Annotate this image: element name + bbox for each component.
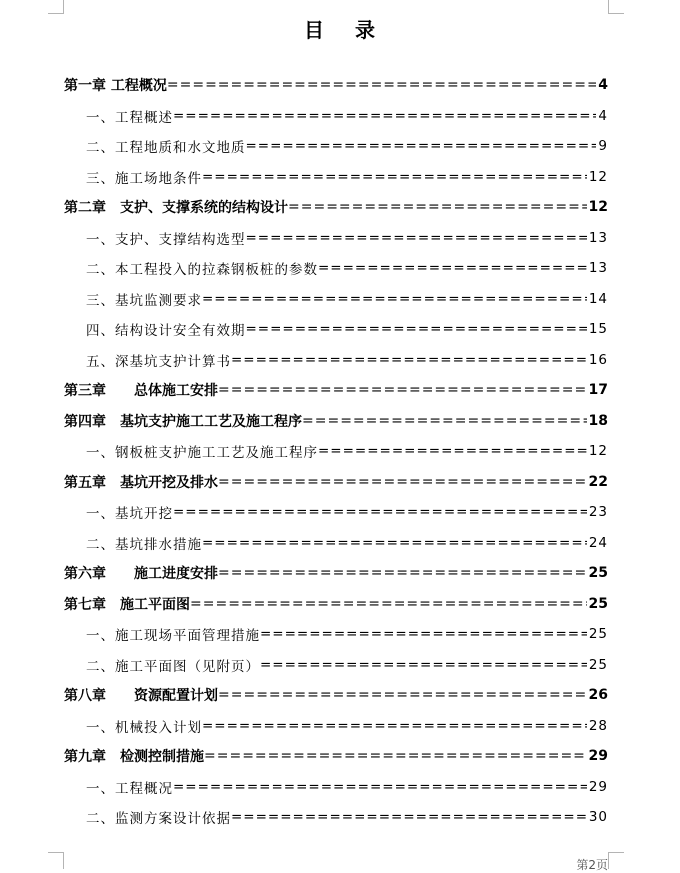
toc-section-entry[interactable] xyxy=(64,528,608,559)
toc-leader xyxy=(204,748,587,764)
toc-leader xyxy=(218,474,587,490)
toc-list xyxy=(64,70,608,833)
toc-leader xyxy=(318,443,587,459)
toc-entry-label: 二、施工平面图（见附页） xyxy=(86,658,260,675)
toc-leader xyxy=(318,260,587,276)
toc-section-entry[interactable] xyxy=(64,802,608,833)
toc-entry-label: 第四章 基坑支护施工工艺及施工程序 xyxy=(64,413,302,430)
toc-leader xyxy=(288,199,587,215)
toc-page-number: 4 xyxy=(598,107,608,124)
toc-chapter-entry[interactable] xyxy=(64,406,608,437)
toc-leader xyxy=(218,565,587,581)
toc-section-entry[interactable] xyxy=(64,650,608,681)
toc-page-number: 25 xyxy=(588,656,608,673)
toc-leader xyxy=(167,77,596,93)
toc-leader xyxy=(246,230,587,246)
toc-page-number: 16 xyxy=(588,351,608,368)
toc-page-number: 12 xyxy=(588,168,608,185)
toc-page-number: 17 xyxy=(588,382,608,399)
crop-mark-top-right-vertical xyxy=(608,0,609,14)
toc-leader xyxy=(202,535,587,551)
toc-leader xyxy=(246,321,587,337)
toc-entry-label: 第三章 总体施工安排 xyxy=(64,383,218,400)
crop-mark-bottom-left-vertical xyxy=(63,852,64,869)
toc-section-entry[interactable] xyxy=(64,314,608,345)
toc-section-entry[interactable] xyxy=(64,619,608,650)
toc-page-number: 22 xyxy=(588,473,608,490)
toc-entry-label: 第二章 支护、支撑系统的结构设计 xyxy=(64,200,288,217)
toc-leader xyxy=(173,504,587,520)
toc-chapter-entry[interactable] xyxy=(64,375,608,406)
toc-chapter-entry[interactable] xyxy=(64,467,608,498)
toc-page-number: 25 xyxy=(588,626,608,643)
toc-chapter-entry[interactable] xyxy=(64,70,608,101)
toc-page-number: 29 xyxy=(588,748,608,765)
toc-title xyxy=(0,14,680,43)
toc-entry-label: 五、深基坑支护计算书 xyxy=(86,353,231,370)
toc-entry-label: 一、工程概况 xyxy=(86,780,173,797)
toc-page-number: 12 xyxy=(588,443,608,460)
toc-section-entry[interactable] xyxy=(64,711,608,742)
toc-page-number: 26 xyxy=(588,687,608,704)
toc-leader xyxy=(202,291,587,307)
toc-entry-label: 一、工程概述 xyxy=(86,109,173,126)
toc-page-number: 29 xyxy=(588,778,608,795)
toc-section-entry[interactable] xyxy=(64,253,608,284)
toc-entry-label: 二、工程地质和水文地质 xyxy=(86,140,246,157)
toc-entry-label: 一、施工现场平面管理措施 xyxy=(86,628,260,645)
toc-entry-label: 二、基坑排水措施 xyxy=(86,536,202,553)
toc-entry-label: 一、基坑开挖 xyxy=(86,506,173,523)
toc-entry-label: 一、钢板桩支护施工工艺及施工程序 xyxy=(86,445,318,462)
toc-chapter-entry[interactable] xyxy=(64,741,608,772)
toc-section-entry[interactable] xyxy=(64,436,608,467)
toc-section-entry[interactable] xyxy=(64,223,608,254)
toc-leader xyxy=(302,413,587,429)
toc-leader xyxy=(202,718,587,734)
toc-section-entry[interactable] xyxy=(64,772,608,803)
toc-page-number: 30 xyxy=(588,809,608,826)
toc-leader xyxy=(246,138,597,154)
toc-section-entry[interactable] xyxy=(64,101,608,132)
toc-leader xyxy=(260,657,587,673)
toc-page-number: 13 xyxy=(588,229,608,246)
toc-title-part2: 录 xyxy=(355,18,376,42)
crop-mark-bottom-left-horizontal xyxy=(48,852,64,853)
toc-entry-label: 第一章 工程概况 xyxy=(64,78,167,95)
toc-page-number: 14 xyxy=(588,290,608,307)
toc-page-number: 13 xyxy=(588,260,608,277)
toc-entry-label: 二、监测方案设计依据 xyxy=(86,811,231,828)
toc-page-number: 23 xyxy=(588,504,608,521)
toc-entry-label: 第七章 施工平面图 xyxy=(64,596,190,613)
footer-page-number: 第2页 xyxy=(576,858,608,872)
toc-chapter-entry[interactable] xyxy=(64,192,608,223)
toc-leader xyxy=(202,169,587,185)
toc-entry-label: 四、结构设计安全有效期 xyxy=(86,323,246,340)
toc-leader xyxy=(190,596,587,612)
toc-title-part1: 目 xyxy=(304,18,325,42)
toc-page-number: 4 xyxy=(598,77,608,94)
toc-page-number: 28 xyxy=(588,717,608,734)
toc-section-entry[interactable] xyxy=(64,497,608,528)
toc-chapter-entry[interactable] xyxy=(64,558,608,589)
crop-mark-bottom-right-horizontal xyxy=(608,852,624,853)
toc-leader xyxy=(173,108,596,124)
toc-chapter-entry[interactable] xyxy=(64,680,608,711)
toc-page-number: 15 xyxy=(588,321,608,338)
toc-entry-label: 第五章 基坑开挖及排水 xyxy=(64,474,218,491)
toc-entry-label: 第六章 施工进度安排 xyxy=(64,566,218,583)
toc-entry-label: 一、支护、支撑结构选型 xyxy=(86,231,246,248)
toc-section-entry[interactable] xyxy=(64,345,608,376)
toc-entry-label: 第八章 资源配置计划 xyxy=(64,688,218,705)
toc-section-entry[interactable] xyxy=(64,162,608,193)
toc-section-entry[interactable] xyxy=(64,284,608,315)
crop-mark-top-left-vertical xyxy=(63,0,64,14)
toc-leader xyxy=(260,626,587,642)
toc-page-number: 24 xyxy=(588,534,608,551)
toc-page-number: 25 xyxy=(588,595,608,612)
toc-chapter-entry[interactable] xyxy=(64,589,608,620)
toc-page-number: 25 xyxy=(588,565,608,582)
toc-page-number: 12 xyxy=(588,199,608,216)
toc-section-entry[interactable] xyxy=(64,131,608,162)
toc-page-number: 18 xyxy=(588,412,608,429)
toc-leader xyxy=(231,809,587,825)
toc-entry-label: 第九章 检测控制措施 xyxy=(64,749,204,766)
toc-leader xyxy=(231,352,587,368)
toc-page-number: 9 xyxy=(598,138,608,155)
crop-mark-bottom-right-vertical xyxy=(608,852,609,869)
toc-entry-label: 一、机械投入计划 xyxy=(86,719,202,736)
toc-leader xyxy=(173,779,587,795)
toc-entry-label: 二、本工程投入的拉森钢板桩的参数 xyxy=(86,262,318,279)
toc-entry-label: 三、基坑监测要求 xyxy=(86,292,202,309)
toc-leader xyxy=(218,687,587,703)
toc-leader xyxy=(218,382,587,398)
toc-entry-label: 三、施工场地条件 xyxy=(86,170,202,187)
